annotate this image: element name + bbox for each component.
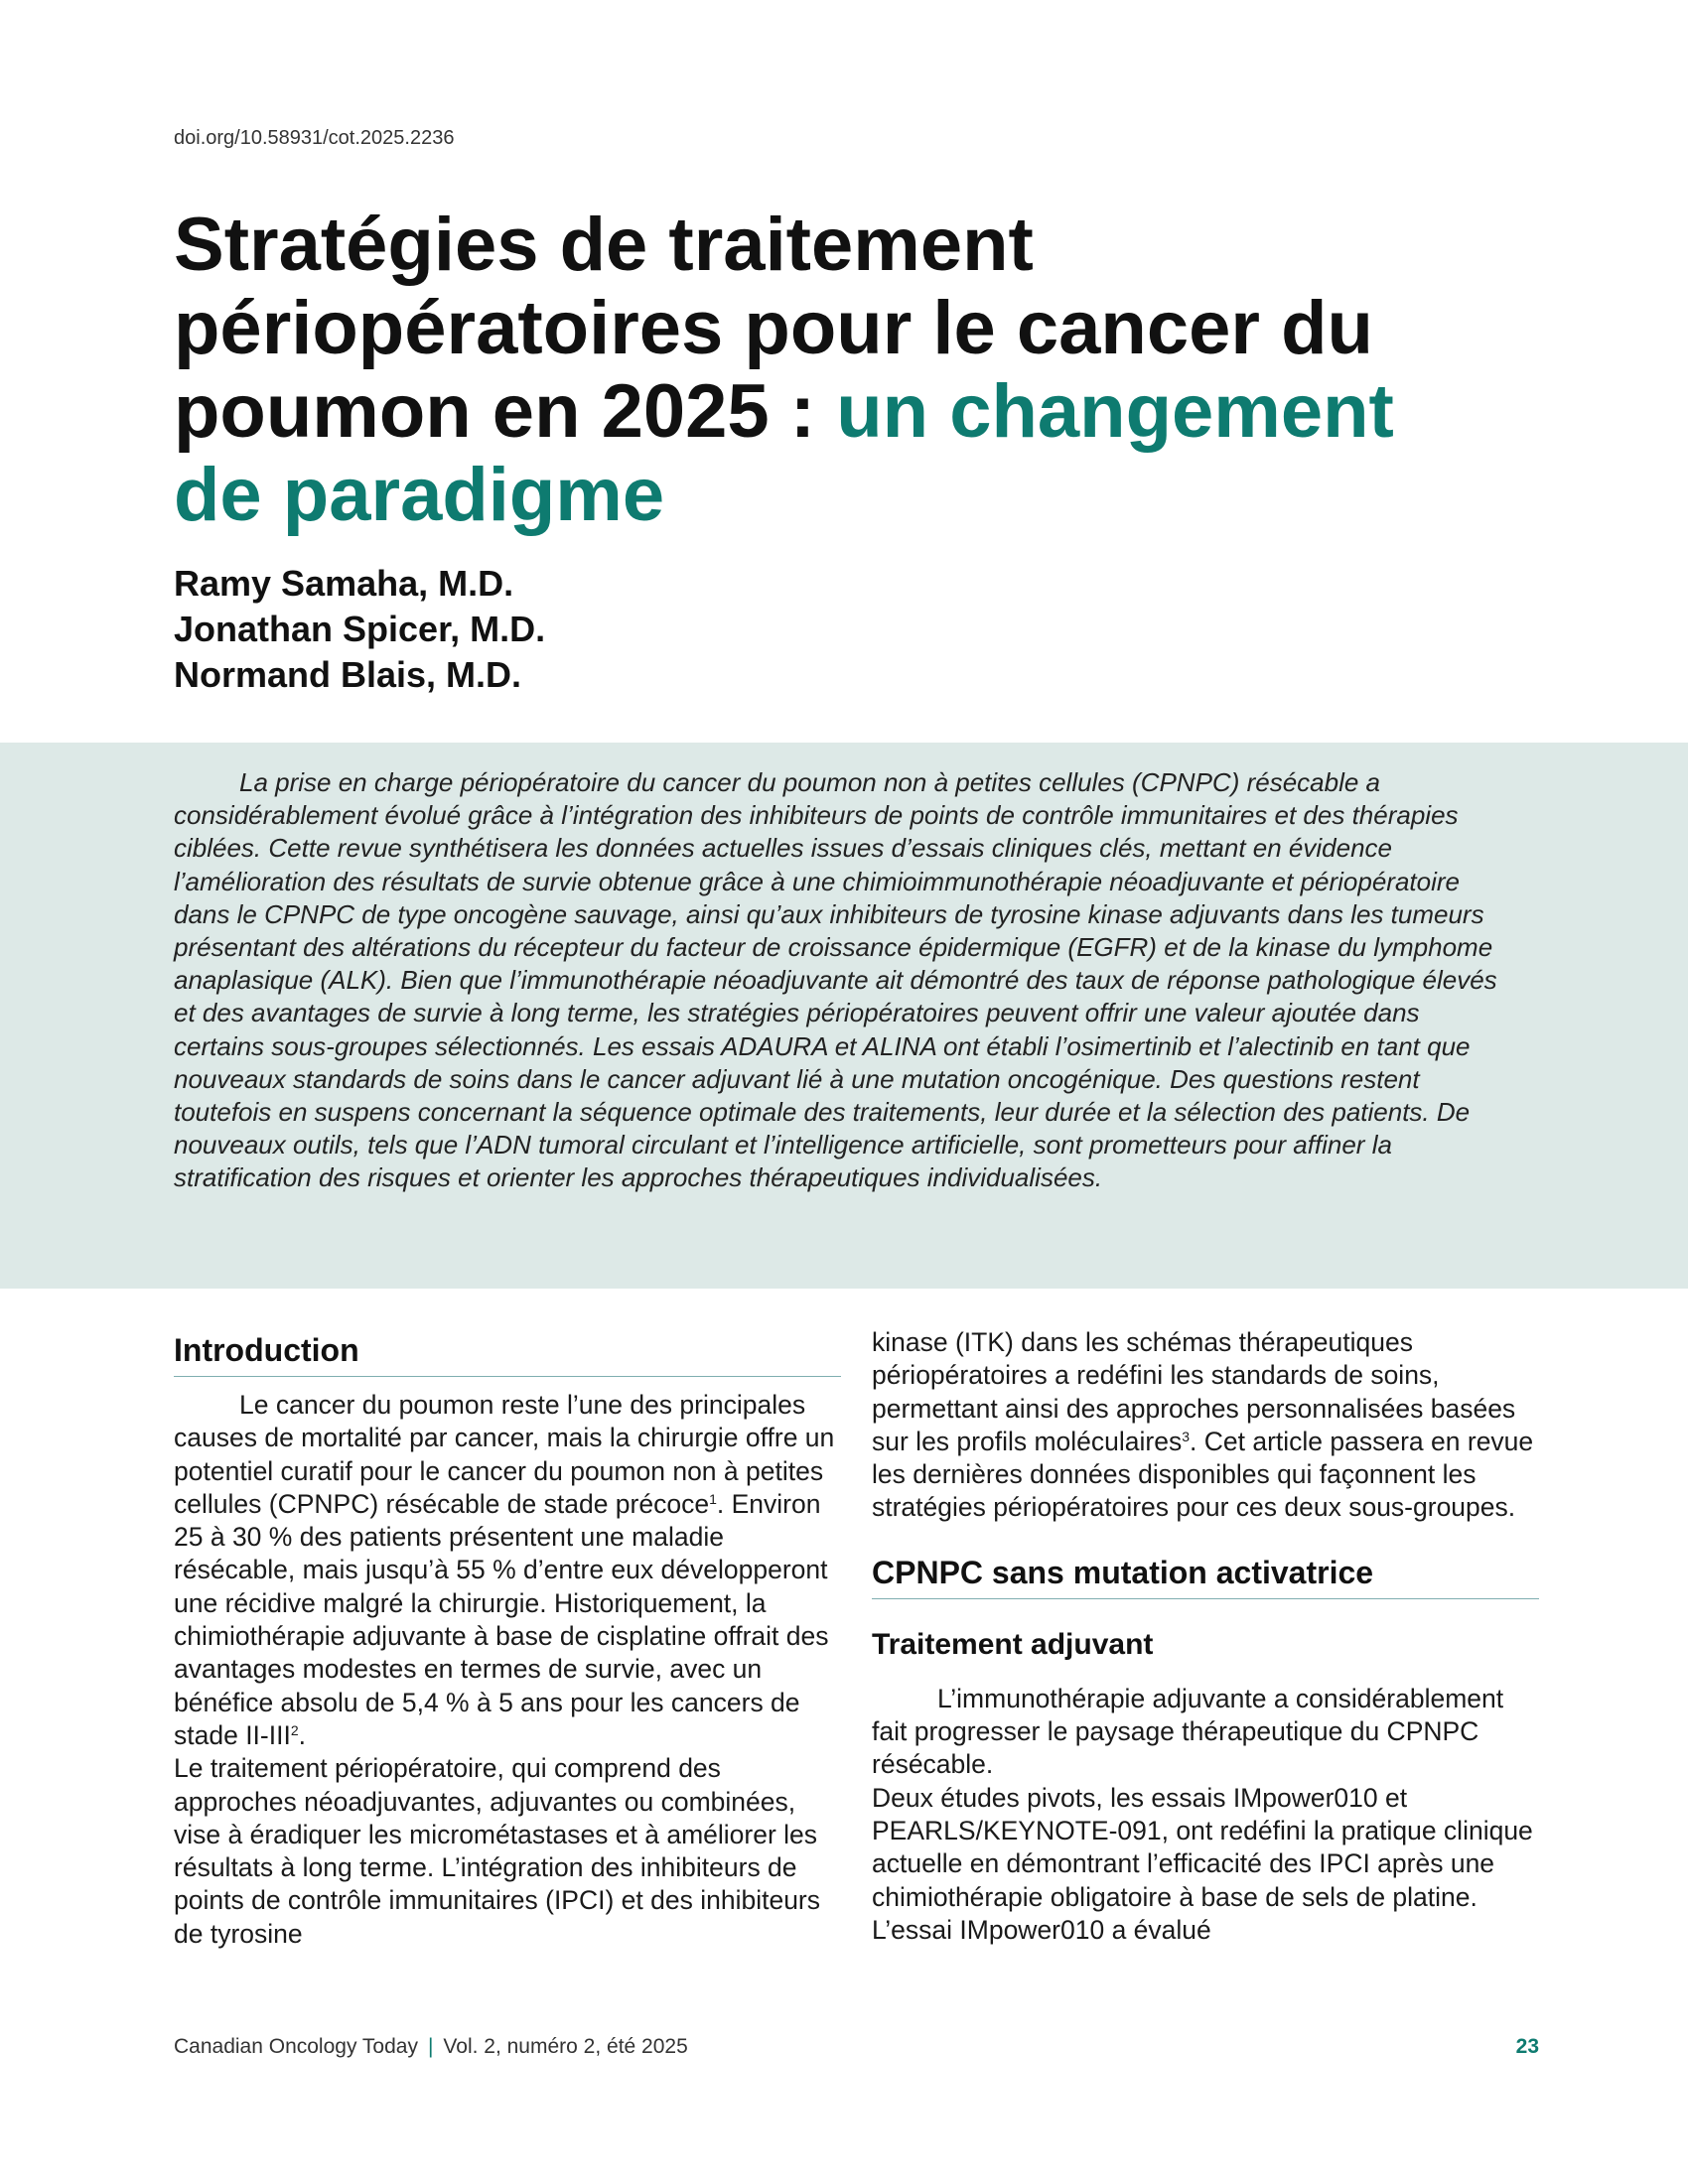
reference-1[interactable]: 1 <box>709 1490 717 1507</box>
intro-p1-a: Le cancer du poumon reste l’une des principales causes de mortalité par cancer, mais la chirurgie offre un potentiel curatif pour le cancer du poumon non à petites cellules (CPNPC) résécable de stade précoce <box>174 1390 835 1519</box>
page-number: 23 <box>1515 2035 1539 2058</box>
page-footer <box>174 2035 1539 2065</box>
journal-name: Canadian Oncology Today <box>174 2035 418 2058</box>
author-list <box>174 561 545 698</box>
intro-paragraph-2: Le traitement périopératoire, qui comprend des approches néoadjuvantes, adjuvantes ou combinées, vise à éradiquer les micrométastases et à améliorer les résultats à long terme. L’intégration des inhibiteurs de points de contrôle immunitaires (IPCI) et des inhibiteurs de tyrosine <box>174 1753 821 1949</box>
title-accent: un changement de paradigme <box>174 369 1394 537</box>
author-2: Jonathan Spicer, M.D. <box>174 609 546 649</box>
footer-separator: | <box>427 2035 434 2058</box>
subsection-heading-adjuvant: Traitement adjuvant <box>872 1627 1154 1661</box>
adjuvant-paragraph-1: L’immunothérapie adjuvante a considérablement fait progresser le paysage thérapeutique du CPNPC résécable. <box>872 1683 1504 1780</box>
intro-p1-c: . <box>298 1719 306 1750</box>
author-3: Normand Blais, M.D. <box>174 654 522 695</box>
abstract-text: La prise en charge périopératoire du cancer du poumon non à petites cellules (CPNPC) résécable a considérablement évolué grâce à l’intégration des inhibiteurs de points de contrôle immunitaires et des thérapies ciblées. Cette revue synthétisera les données actuelles issues d’essais cliniques clés, mettant en évidence l’amélioration des résultats de survie obtenue grâce à une chimioimmunothérapie néoadjuvante et périopératoire dans le CPNPC de type oncogène sauvage, ainsi qu’aux inhibiteurs de tyrosine kinase adjuvants dans les tumeurs présentant des altérations du récepteur du facteur de croissance épidermique (EGFR) et de la kinase du lymphome anaplasique (ALK). Bien que l’immunothérapie néoadjuvante ait démontré des taux de réponse pathologique élevés et des avantages de survie à long terme, les stratégies périopératoires peuvent offrir une valeur ajoutée dans certains sous-groupes sélectionnés. Les essais ADAURA et ALINA ont établi l’osimertinib et l’alectinib en tant que nouveaux standards de soins dans le cancer adjuvant lié à une mutation oncogénique. Des questions restent toutefois en suspens concernant la séquence optimale des traitements, leur durée et la sélection des patients. De nouveaux outils, tels que l’ADN tumoral circulant et l’intelligence artificielle, sont prometteurs pour affiner la stratification des risques et orienter les approches thérapeutiques individualisées. <box>174 767 1497 1193</box>
author-1: Ramy Samaha, M.D. <box>174 563 514 604</box>
adjuvant-paragraph-2: Deux études pivots, les essais IMpower010 et PEARLS/KEYNOTE-091, ont redéfini la pratique clinique actuelle en démontrant l’efficacité des IPCI après une chimiothérapie obligatoire à base de sels de platine. L’essai IMpower010 a évalué <box>872 1782 1533 1945</box>
doi-link[interactable]: doi.org/10.58931/cot.2025.2236 <box>174 127 455 149</box>
intro-paragraph-1 <box>174 1389 841 1752</box>
section-heading-introduction: Introduction <box>174 1330 841 1377</box>
left-column <box>174 1330 841 1951</box>
reference-2[interactable]: 2 <box>290 1721 299 1738</box>
article-title <box>174 204 1494 537</box>
intro-p1-b: . Environ 25 à 30 % des patients présentent une maladie résécable, mais jusqu’à 55 % d’entre eux développeront une récidive malgré la chirurgie. Historiquement, la chimiothérapie adjuvante à base de cisplatine offrait des avantages modestes en termes de survie, avec un bénéfice absolu de 5,4 % à 5 ans pour les cancers de stade II-III <box>174 1488 829 1750</box>
reference-3[interactable]: 3 <box>1182 1428 1191 1444</box>
right-column <box>872 1326 1539 1947</box>
title-main: Stratégies de traitement périopératoires pour le cancer du poumon en 2025 : <box>174 203 1373 454</box>
intro-p2-cont-a: kinase (ITK) dans les schémas thérapeutiques périopératoires a redéfini les standards de soins, permettant ainsi des approches personnalisées basées sur les profils moléculaires <box>872 1327 1516 1456</box>
section-heading-cpnpc: CPNPC sans mutation activatrice <box>872 1553 1539 1599</box>
intro-paragraph-2-continued <box>872 1326 1539 1525</box>
journal-issue: Vol. 2, numéro 2, été 2025 <box>443 2035 688 2058</box>
abstract-panel <box>0 743 1688 1289</box>
intro-p2-cont-b: . Cet article passera en revue les dernières données disponibles qui façonnent les stratégies périopératoires pour ces deux sous-groupes. <box>872 1426 1534 1523</box>
